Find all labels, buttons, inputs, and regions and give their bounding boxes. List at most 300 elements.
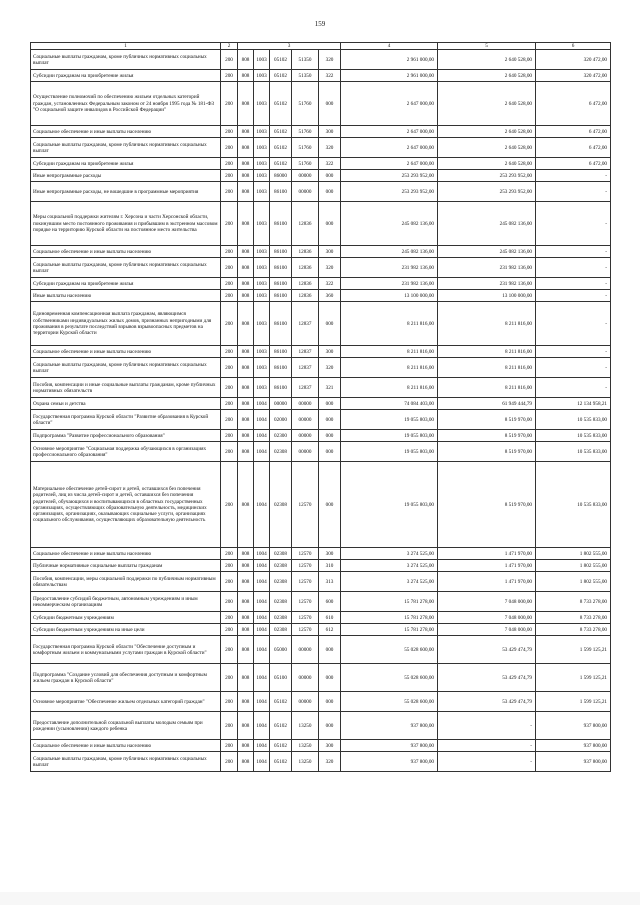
row-name: Подпрограмма "Создание условий для обеспечения доступным и комфортным жильем граждан в Курской области" (31, 664, 221, 692)
target-article-subcode: 00000 (292, 410, 319, 430)
target-article-subcode: 00000 (292, 398, 319, 410)
header-col-4: 4 (341, 43, 438, 50)
target-article-subcode: 12570 (292, 560, 319, 572)
amount-col-5: 2 640 528,00 (438, 138, 536, 158)
section-code: 1003 (254, 182, 270, 202)
admin-code: 200 (221, 664, 238, 692)
target-article-code: 02300 (270, 430, 292, 442)
table-row (31, 182, 611, 202)
dept-code: 808 (238, 612, 254, 624)
table-row (31, 202, 611, 246)
amount-col-4: 231 982 136,00 (341, 258, 438, 278)
expense-type-code: 300 (319, 246, 341, 258)
amount-col-5: 253 293 952,00 (438, 170, 536, 182)
amount-col-4: 55 028 600,00 (341, 692, 438, 712)
dept-code: 808 (238, 410, 254, 430)
amount-col-4: 13 100 000,00 (341, 290, 438, 302)
target-article-subcode: 51760 (292, 138, 319, 158)
table-row (31, 548, 611, 560)
amount-col-6: 8 733 278,00 (536, 592, 611, 612)
row-name: Социальное обеспечение и иные выплаты населению (31, 740, 221, 752)
amount-col-4: 8 211 816,00 (341, 358, 438, 378)
amount-col-6: - (536, 202, 611, 246)
dept-code: 808 (238, 624, 254, 636)
table-row (31, 170, 611, 182)
dept-code: 808 (238, 692, 254, 712)
dept-code: 808 (238, 138, 254, 158)
row-name: Государственная программа Курской области "Обеспечение доступным и комфортным жильем и коммунальными услугами граждан в Курской области" (31, 636, 221, 664)
target-article-subcode: 12570 (292, 548, 319, 560)
expense-type-code: 000 (319, 302, 341, 346)
target-article-code: 86100 (270, 202, 292, 246)
expense-type-code: 320 (319, 258, 341, 278)
table-row (31, 636, 611, 664)
target-article-code: 86100 (270, 258, 292, 278)
target-article-subcode: 00000 (292, 170, 319, 182)
amount-col-4: 2 961 000,00 (341, 70, 438, 82)
target-article-subcode: 12570 (292, 612, 319, 624)
admin-code: 200 (221, 258, 238, 278)
admin-code: 200 (221, 624, 238, 636)
amount-col-5: 8 519 970,00 (438, 442, 536, 462)
row-name: Социальные выплаты гражданам, кроме публичных нормативных социальных выплат (31, 138, 221, 158)
table-row (31, 82, 611, 126)
amount-col-6: - (536, 378, 611, 398)
target-article-subcode: 12837 (292, 302, 319, 346)
row-name: Предоставление субсидий бюджетным, автономным учреждениям и иным некоммерческим организациям (31, 592, 221, 612)
expense-type-code: 000 (319, 692, 341, 712)
amount-col-6: 10 535 833,00 (536, 442, 611, 462)
admin-code: 200 (221, 592, 238, 612)
expense-type-code: 000 (319, 462, 341, 548)
admin-code: 200 (221, 462, 238, 548)
admin-code: 200 (221, 560, 238, 572)
row-name: Публичные нормативные социальные выплаты гражданам (31, 560, 221, 572)
amount-col-5: 2 640 528,00 (438, 70, 536, 82)
expense-type-code: 000 (319, 712, 341, 740)
admin-code: 200 (221, 246, 238, 258)
target-article-code: 86100 (270, 358, 292, 378)
amount-col-4: 15 781 278,00 (341, 624, 438, 636)
dept-code: 808 (238, 752, 254, 772)
amount-col-4: 3 274 525,00 (341, 572, 438, 592)
row-name: Субсидии гражданам на приобретение жилья (31, 70, 221, 82)
table-row (31, 442, 611, 462)
section-code: 1003 (254, 82, 270, 126)
expense-type-code: 000 (319, 182, 341, 202)
admin-code: 200 (221, 170, 238, 182)
table-body (31, 50, 611, 772)
row-name: Пособия, компенсации, меры социальной поддержки по публичным нормативным обязательствам (31, 572, 221, 592)
row-name: Социальные выплаты гражданам, кроме публичных нормативных социальных выплат (31, 258, 221, 278)
amount-col-5: 53 429 474,79 (438, 664, 536, 692)
section-code: 1004 (254, 752, 270, 772)
expense-type-code: 000 (319, 410, 341, 430)
row-name: Социальные выплаты гражданам, кроме публичных нормативных социальных выплат (31, 50, 221, 70)
dept-code: 808 (238, 442, 254, 462)
amount-col-4: 55 028 600,00 (341, 664, 438, 692)
target-article-code: 86000 (270, 170, 292, 182)
amount-col-5: 8 519 970,00 (438, 462, 536, 548)
dept-code: 808 (238, 182, 254, 202)
expense-type-code: 321 (319, 378, 341, 398)
row-name: Иные выплаты населению (31, 290, 221, 302)
amount-col-5: 8 211 816,00 (438, 346, 536, 358)
dept-code: 808 (238, 70, 254, 82)
target-article-subcode: 51760 (292, 82, 319, 126)
amount-col-6: - (536, 170, 611, 182)
expense-type-code: 000 (319, 202, 341, 246)
expense-type-code: 610 (319, 612, 341, 624)
amount-col-5: 53 429 474,79 (438, 636, 536, 664)
amount-col-5: - (438, 740, 536, 752)
dept-code: 808 (238, 740, 254, 752)
admin-code: 200 (221, 612, 238, 624)
dept-code: 808 (238, 246, 254, 258)
expense-type-code: 322 (319, 158, 341, 170)
admin-code: 200 (221, 278, 238, 290)
section-code: 1003 (254, 70, 270, 82)
section-code: 1003 (254, 290, 270, 302)
target-article-subcode: 51760 (292, 126, 319, 138)
amount-col-6: - (536, 182, 611, 202)
amount-col-5: 7 048 000,00 (438, 624, 536, 636)
amount-col-6: 10 535 833,00 (536, 462, 611, 548)
target-article-subcode: 13250 (292, 752, 319, 772)
target-article-code: 86100 (270, 302, 292, 346)
table-row (31, 612, 611, 624)
target-article-subcode: 12836 (292, 202, 319, 246)
row-name: Предоставление дополнительной социальной выплаты молодым семьям при рождении (усыновлении) каждого ребенка (31, 712, 221, 740)
amount-col-5: - (438, 712, 536, 740)
amount-col-6: 6 472,00 (536, 82, 611, 126)
expense-type-code: 300 (319, 346, 341, 358)
amount-col-6: 1 802 555,00 (536, 572, 611, 592)
dept-code: 808 (238, 158, 254, 170)
dept-code: 808 (238, 346, 254, 358)
header-row (31, 43, 611, 50)
admin-code: 200 (221, 138, 238, 158)
expense-type-code: 000 (319, 170, 341, 182)
section-code: 1003 (254, 278, 270, 290)
amount-col-4: 8 211 816,00 (341, 378, 438, 398)
amount-col-5: 8 519 970,00 (438, 430, 536, 442)
section-code: 1004 (254, 664, 270, 692)
amount-col-4: 937 800,00 (341, 740, 438, 752)
table-row (31, 430, 611, 442)
amount-col-6: 1 599 125,21 (536, 664, 611, 692)
table-row (31, 560, 611, 572)
target-article-code: 05102 (270, 752, 292, 772)
table-row (31, 302, 611, 346)
section-code: 1004 (254, 612, 270, 624)
target-article-subcode: 12837 (292, 346, 319, 358)
section-code: 1004 (254, 560, 270, 572)
amount-col-5: 1 471 970,00 (438, 560, 536, 572)
row-name: Социальные выплаты гражданам, кроме публичных нормативных социальных выплат (31, 752, 221, 772)
amount-col-6: 6 472,00 (536, 138, 611, 158)
target-article-subcode: 00000 (292, 430, 319, 442)
admin-code: 200 (221, 740, 238, 752)
amount-col-5: 8 211 816,00 (438, 358, 536, 378)
table-row (31, 592, 611, 612)
amount-col-6: 10 535 833,00 (536, 410, 611, 430)
table-row (31, 138, 611, 158)
table-row (31, 346, 611, 358)
table-row (31, 398, 611, 410)
section-code: 1003 (254, 378, 270, 398)
amount-col-5: 8 211 816,00 (438, 378, 536, 398)
expense-type-code: 320 (319, 50, 341, 70)
table-row (31, 664, 611, 692)
dept-code: 808 (238, 258, 254, 278)
admin-code: 200 (221, 752, 238, 772)
target-article-code: 02308 (270, 462, 292, 548)
table-row (31, 358, 611, 378)
admin-code: 200 (221, 430, 238, 442)
amount-col-6: 937 800,00 (536, 712, 611, 740)
amount-col-4: 245 082 136,00 (341, 202, 438, 246)
table-row (31, 740, 611, 752)
section-code: 1003 (254, 258, 270, 278)
amount-col-5: 245 082 136,00 (438, 246, 536, 258)
amount-col-4: 15 781 278,00 (341, 612, 438, 624)
row-name: Меры социальной поддержки жителям г. Херсона и части Херсонской области, покинувшим место постоянного проживания и прибывшим в экстренном массовом порядке на территорию Курской области на постоянное место жительства (31, 202, 221, 246)
amount-col-4: 55 028 600,00 (341, 636, 438, 664)
target-article-code: 02308 (270, 560, 292, 572)
amount-col-6: 1 599 125,21 (536, 636, 611, 664)
table-row (31, 158, 611, 170)
page-number: 159 (314, 20, 326, 28)
dept-code: 808 (238, 592, 254, 612)
expense-type-code: 000 (319, 664, 341, 692)
header-col-3: 3 (238, 43, 341, 50)
amount-col-4: 2 647 000,00 (341, 126, 438, 138)
amount-col-6: 6 472,00 (536, 158, 611, 170)
amount-col-4: 3 274 525,00 (341, 548, 438, 560)
admin-code: 200 (221, 398, 238, 410)
amount-col-6: 1 802 555,00 (536, 548, 611, 560)
dept-code: 808 (238, 202, 254, 246)
target-article-subcode: 00000 (292, 182, 319, 202)
amount-col-6: 6 472,00 (536, 126, 611, 138)
expense-type-code: 600 (319, 592, 341, 612)
admin-code: 200 (221, 202, 238, 246)
target-article-code: 86100 (270, 290, 292, 302)
row-name: Социальное обеспечение и иные выплаты населению (31, 346, 221, 358)
row-name: Основное мероприятие "Социальная поддержка обучающихся в организациях профессионального образования" (31, 442, 221, 462)
dept-code: 808 (238, 548, 254, 560)
admin-code: 200 (221, 70, 238, 82)
dept-code: 808 (238, 378, 254, 398)
row-name: Осуществление полномочий по обеспечению жильем отдельных категорий граждан, установленных Федеральным законом от 24 ноября 1995 года № 181-ФЗ "О социальной защите инвалидов в Российской Федерации" (31, 82, 221, 126)
target-article-subcode: 12836 (292, 278, 319, 290)
amount-col-5: 7 048 000,00 (438, 612, 536, 624)
amount-col-6: - (536, 278, 611, 290)
target-article-subcode: 00000 (292, 692, 319, 712)
target-article-code: 02308 (270, 548, 292, 560)
target-article-subcode: 13250 (292, 712, 319, 740)
row-name: Пособия, компенсации и иные социальные выплаты гражданам, кроме публичных нормативных обязательств (31, 378, 221, 398)
dept-code: 808 (238, 636, 254, 664)
dept-code: 808 (238, 430, 254, 442)
budget-table-container (30, 42, 610, 772)
row-name: Охрана семьи и детства (31, 398, 221, 410)
table-row (31, 50, 611, 70)
table-row (31, 246, 611, 258)
amount-col-6: 12 134 958,21 (536, 398, 611, 410)
amount-col-5: 245 082 136,00 (438, 202, 536, 246)
amount-col-4: 2 647 000,00 (341, 158, 438, 170)
admin-code: 200 (221, 82, 238, 126)
row-name: Социальное обеспечение и иные выплаты населению (31, 126, 221, 138)
admin-code: 200 (221, 692, 238, 712)
admin-code: 200 (221, 410, 238, 430)
section-code: 1004 (254, 592, 270, 612)
table-row (31, 752, 611, 772)
section-code: 1004 (254, 572, 270, 592)
target-article-code: 86100 (270, 278, 292, 290)
section-code: 1003 (254, 158, 270, 170)
admin-code: 200 (221, 346, 238, 358)
section-code: 1003 (254, 302, 270, 346)
target-article-subcode: 12836 (292, 290, 319, 302)
target-article-code: 05102 (270, 712, 292, 740)
section-code: 1004 (254, 430, 270, 442)
amount-col-4: 19 055 803,00 (341, 410, 438, 430)
amount-col-5: 2 640 528,00 (438, 126, 536, 138)
row-name: Иные непрограммные расходы (31, 170, 221, 182)
dept-code: 808 (238, 82, 254, 126)
expense-type-code: 320 (319, 752, 341, 772)
admin-code: 200 (221, 442, 238, 462)
table-row (31, 70, 611, 82)
header-col-2: 2 (221, 43, 238, 50)
admin-code: 200 (221, 50, 238, 70)
admin-code: 200 (221, 358, 238, 378)
budget-table (30, 42, 611, 772)
target-article-subcode: 12836 (292, 246, 319, 258)
amount-col-5: 53 429 474,79 (438, 692, 536, 712)
amount-col-5: 7 048 000,00 (438, 592, 536, 612)
row-name: Субсидии гражданам на приобретение жилья (31, 158, 221, 170)
row-name: Материальное обеспечение детей-сирот и детей, оставшихся без попечения родителей, лиц из числа детей-сирот и детей, оставшихся без попечения родителей, обучающихся и воспитывающихся в областных государственных организациях, осуществляющих образовательную деятельность, медицинских организациях, организациях, оказывающих социальные услуги, организациях социального обслуживания, осуществляющих образовательную деятельность (31, 462, 221, 548)
amount-col-4: 19 055 803,00 (341, 430, 438, 442)
dept-code: 808 (238, 572, 254, 592)
dept-code: 808 (238, 358, 254, 378)
section-code: 1004 (254, 548, 270, 560)
target-article-code: 05102 (270, 50, 292, 70)
dept-code: 808 (238, 50, 254, 70)
target-article-code: 05102 (270, 70, 292, 82)
amount-col-5: 13 100 000,00 (438, 290, 536, 302)
target-article-subcode: 13250 (292, 740, 319, 752)
table-row (31, 624, 611, 636)
section-code: 1004 (254, 692, 270, 712)
row-name: Социальное обеспечение и иные выплаты населению (31, 548, 221, 560)
dept-code: 808 (238, 126, 254, 138)
target-article-subcode: 00000 (292, 636, 319, 664)
amount-col-6: 1 802 555,00 (536, 560, 611, 572)
admin-code: 200 (221, 158, 238, 170)
section-code: 1003 (254, 358, 270, 378)
amount-col-5: 8 211 816,00 (438, 302, 536, 346)
row-name: Подпрограмма "Развитие профессионального образования" (31, 430, 221, 442)
amount-col-4: 253 293 952,00 (341, 170, 438, 182)
row-name: Единовременная компенсационная выплата гражданам, являющимся собственниками индивидуальных жилых домов, признанных непригодными для проживания в результате последствий взрывов взрывоопасных предметов на территории Курской области (31, 302, 221, 346)
expense-type-code: 300 (319, 548, 341, 560)
amount-col-6: 10 535 833,00 (536, 430, 611, 442)
section-code: 1003 (254, 170, 270, 182)
table-row (31, 378, 611, 398)
section-code: 1004 (254, 624, 270, 636)
amount-col-4: 74 084 403,00 (341, 398, 438, 410)
expense-type-code: 310 (319, 560, 341, 572)
target-article-code: 00000 (270, 398, 292, 410)
amount-col-5: 1 471 970,00 (438, 548, 536, 560)
row-name: Субсидии бюджетным учреждениям (31, 612, 221, 624)
dept-code: 808 (238, 278, 254, 290)
scan-bottom-edge (0, 892, 640, 905)
expense-type-code: 320 (319, 138, 341, 158)
amount-col-4: 19 055 803,00 (341, 442, 438, 462)
amount-col-4: 8 211 816,00 (341, 346, 438, 358)
amount-col-6: - (536, 346, 611, 358)
amount-col-6: 320 472,00 (536, 50, 611, 70)
amount-col-6: 8 733 278,00 (536, 612, 611, 624)
expense-type-code: 300 (319, 740, 341, 752)
target-article-code: 86100 (270, 182, 292, 202)
row-name: Основное мероприятие "Обеспечение жильем отдельных категорий граждан" (31, 692, 221, 712)
target-article-code: 86100 (270, 378, 292, 398)
target-article-subcode: 00000 (292, 442, 319, 462)
expense-type-code: 313 (319, 572, 341, 592)
target-article-code: 05102 (270, 126, 292, 138)
amount-col-6: - (536, 358, 611, 378)
table-row (31, 572, 611, 592)
target-article-code: 05102 (270, 692, 292, 712)
amount-col-5: 2 640 528,00 (438, 158, 536, 170)
table-row (31, 258, 611, 278)
amount-col-4: 2 961 000,00 (341, 50, 438, 70)
target-article-code: 05102 (270, 82, 292, 126)
amount-col-6: - (536, 302, 611, 346)
section-code: 1003 (254, 50, 270, 70)
dept-code: 808 (238, 712, 254, 740)
target-article-subcode: 12570 (292, 572, 319, 592)
amount-col-4: 937 800,00 (341, 712, 438, 740)
amount-col-5: - (438, 752, 536, 772)
amount-col-6: 1 599 125,21 (536, 692, 611, 712)
target-article-code: 05000 (270, 636, 292, 664)
target-article-subcode: 51350 (292, 50, 319, 70)
amount-col-6: 8 733 278,00 (536, 624, 611, 636)
section-code: 1003 (254, 138, 270, 158)
admin-code: 200 (221, 572, 238, 592)
section-code: 1003 (254, 202, 270, 246)
section-code: 1004 (254, 712, 270, 740)
target-article-code: 05102 (270, 138, 292, 158)
amount-col-4: 253 293 952,00 (341, 182, 438, 202)
section-code: 1004 (254, 410, 270, 430)
amount-col-4: 245 082 136,00 (341, 246, 438, 258)
section-code: 1004 (254, 636, 270, 664)
dept-code: 808 (238, 170, 254, 182)
section-code: 1003 (254, 126, 270, 138)
amount-col-5: 1 471 970,00 (438, 572, 536, 592)
target-article-code: 86100 (270, 246, 292, 258)
section-code: 1004 (254, 442, 270, 462)
